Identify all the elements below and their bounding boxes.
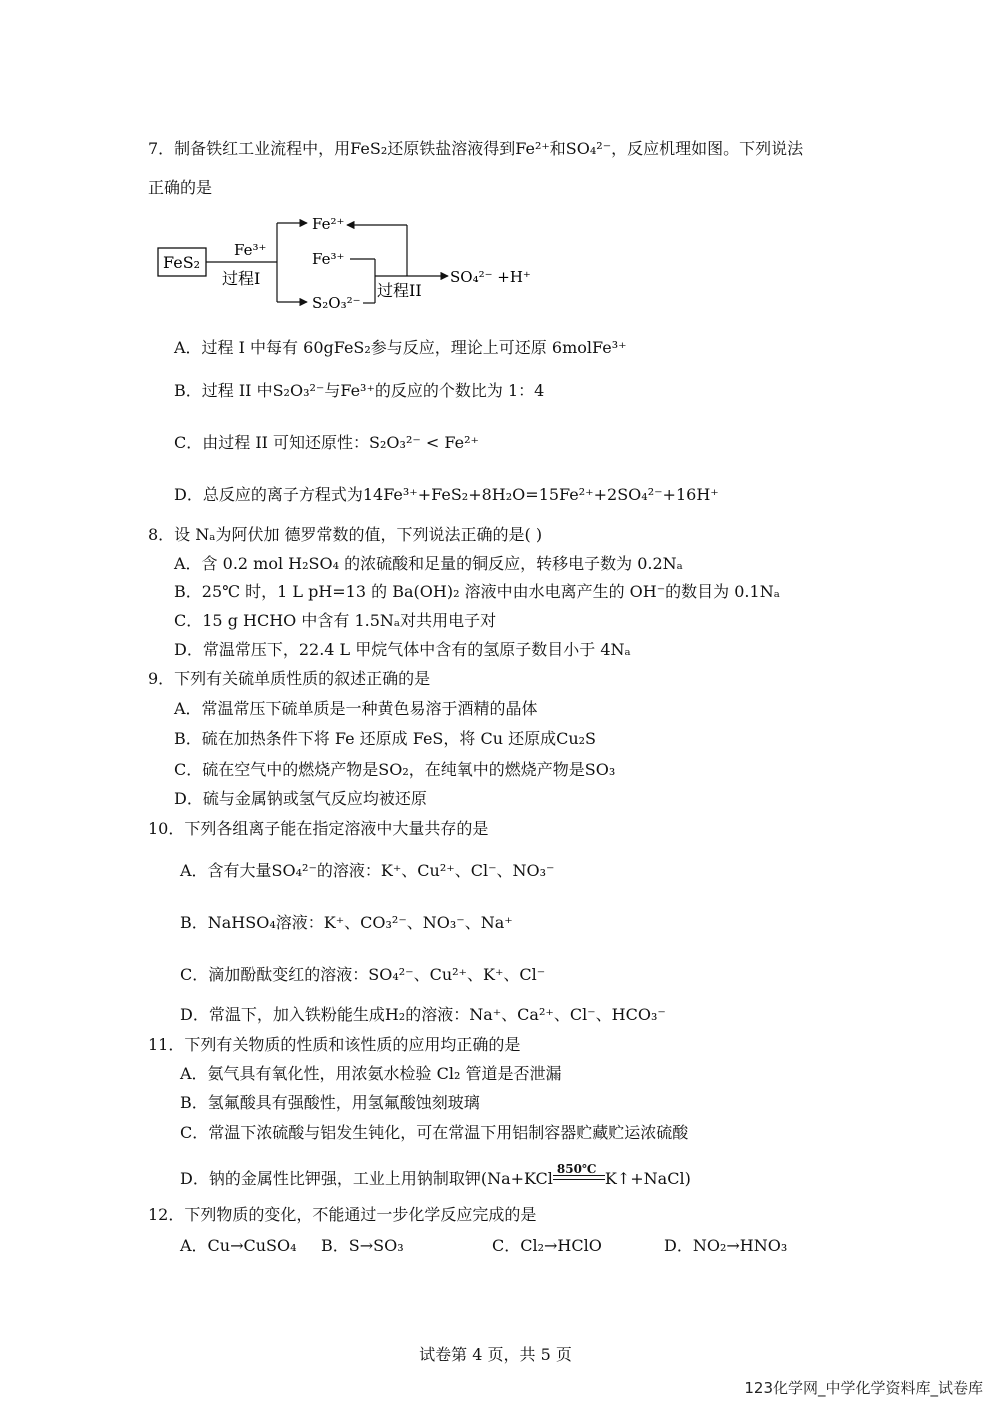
watermark: 123化学网_中学化学资料库_试卷库 — [744, 1379, 983, 1397]
q12-option-c: C．Cl₂→HClO — [492, 1236, 602, 1255]
q11-option-d — [180, 1162, 691, 1190]
q12-stem: 12．下列物质的变化，不能通过一步化学反应完成的是 — [148, 1205, 537, 1224]
q9-option-d: D．硫与金属钠或氢气反应均被还原 — [174, 789, 427, 808]
q10-option-a: A．含有大量SO₄²⁻的溶液：K⁺、Cu²⁺、Cl⁻、NO₃⁻ — [180, 861, 555, 880]
q10-stem: 10．下列各组离子能在指定溶液中大量共存的是 — [148, 819, 489, 838]
q9-stem: 9．下列有关硫单质性质的叙述正确的是 — [148, 669, 431, 688]
process1-label: 过程I — [222, 269, 261, 288]
q12-option-a: A．Cu→CuSO₄ — [180, 1236, 297, 1255]
q9-option-c: C．硫在空气中的燃烧产物是SO₂，在纯氧中的燃烧产物是SO₃ — [174, 760, 616, 779]
reaction-condition-line2 — [553, 1179, 605, 1180]
q9-option-a: A．常温常压下硫单质是一种黄色易溶于酒精的晶体 — [174, 699, 538, 718]
q11-stem: 11．下列有关物质的性质和该性质的应用均正确的是 — [148, 1035, 521, 1054]
q11-option-a: A．氨气具有氧化性，用浓氨水检验 Cl₂ 管道是否泄漏 — [180, 1064, 562, 1083]
fe3-mid-label: Fe³⁺ — [312, 250, 345, 268]
q7-option-a: A．过程 I 中每有 60gFeS₂参与反应，理论上可还原 6molFe³⁺ — [174, 338, 627, 357]
s2o3-label: S₂O₃²⁻ — [312, 294, 361, 312]
q11-option-d-text-post: K↑+NaCl) — [604, 1169, 691, 1188]
q8-stem: 8．设 Nₐ为阿伏加 德罗常数的值，下列说法正确的是( ) — [148, 525, 543, 544]
q12-option-b: B．S→SO₃ — [321, 1236, 404, 1255]
q7-option-b: B．过程 II 中S₂O₃²⁻与Fe³⁺的反应的个数比为 1：4 — [174, 381, 545, 400]
q8-option-b: B．25℃ 时，1 L pH=13 的 Ba(OH)₂ 溶液中由水电离产生的 OH⁻的数目为 0.1Nₐ — [174, 582, 780, 601]
q10-option-c: C．滴加酚酞变红的溶液：SO₄²⁻、Cu²⁺、K⁺、Cl⁻ — [180, 965, 546, 984]
reaction-condition-arrow — [553, 1162, 605, 1190]
fe3-reactant-label: Fe³⁺ — [234, 241, 267, 259]
process2-label: 过程II — [377, 281, 422, 300]
q7-option-c: C．由过程 II 可知还原性：S₂O₃²⁻ < Fe²⁺ — [174, 433, 479, 452]
product-label: SO₄²⁻ +H⁺ — [450, 268, 531, 286]
q9-option-b: B．硫在加热条件下将 Fe 还原成 FeS，将 Cu 还原成Cu₂S — [174, 729, 597, 748]
reaction-condition-label: 850℃ — [556, 1162, 597, 1176]
q8-option-d: D．常温常压下，22.4 L 甲烷气体中含有的氢原子数目小于 4Nₐ — [174, 640, 631, 659]
q8-option-c: C．15 g HCHO 中含有 1.5Nₐ对共用电子对 — [174, 611, 497, 630]
q7-stem-line1: 7．制备铁红工业流程中，用FeS₂还原铁盐溶液得到Fe²⁺和SO₄²⁻，反应机理如图。下列说法 — [148, 139, 804, 158]
q7-stem-line2: 正确的是 — [148, 178, 213, 197]
q12-option-d: D．NO₂→HNO₃ — [664, 1236, 788, 1255]
reaction-condition-line — [553, 1175, 605, 1176]
q7-option-d: D．总反应的离子方程式为14Fe³⁺+FeS₂+8H₂O=15Fe²⁺+2SO₄²⁻+16H⁺ — [174, 485, 719, 504]
q10-option-b: B．NaHSO₄溶液：K⁺、CO₃²⁻、NO₃⁻、Na⁺ — [180, 913, 513, 932]
fe2-label: Fe²⁺ — [312, 215, 345, 233]
q10-option-d: D．常温下，加入铁粉能生成H₂的溶液：Na⁺、Ca²⁺、Cl⁻、HCO₃⁻ — [180, 1005, 666, 1024]
q11-option-d-text-pre: D．钠的金属性比钾强，工业上用钠制取钾(Na+KCl — [180, 1169, 553, 1188]
q8-option-a: A．含 0.2 mol H₂SO₄ 的浓硫酸和足量的铜反应，转移电子数为 0.2Nₐ — [174, 554, 683, 573]
q11-option-b: B．氢氟酸具有强酸性，用氢氟酸蚀刻玻璃 — [180, 1093, 480, 1112]
q7-reaction-diagram — [150, 205, 540, 320]
q11-option-c: C．常温下浓硫酸与铝发生钝化，可在常温下用铝制容器贮藏贮运浓硫酸 — [180, 1123, 689, 1142]
fes2-box-label: FeS₂ — [163, 253, 201, 272]
page-footer: 试卷第 4 页，共 5 页 — [419, 1345, 572, 1364]
